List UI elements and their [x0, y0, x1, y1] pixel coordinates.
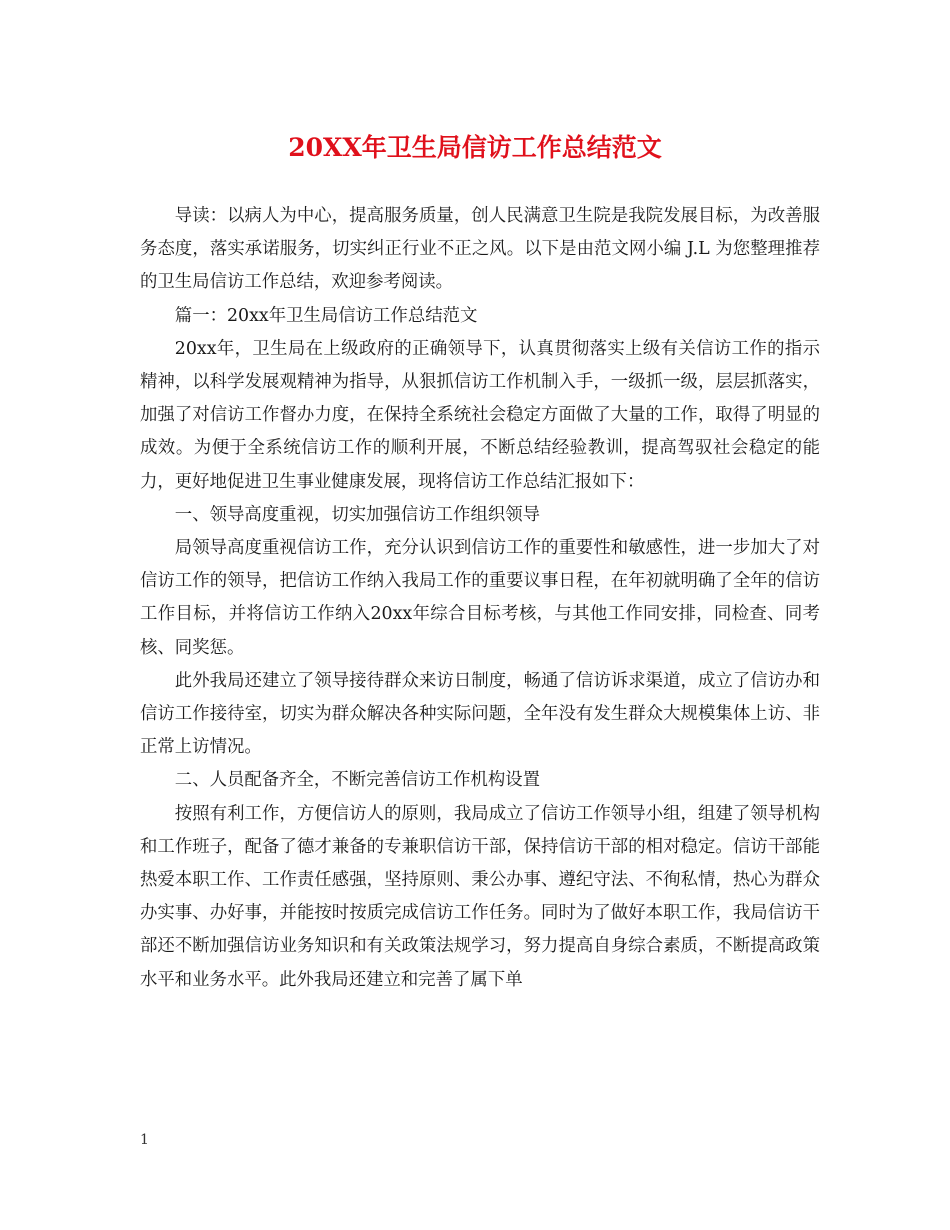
section-heading-2: 二、人员配备齐全，不断完善信访工作机构设置 — [174, 770, 541, 791]
paragraph-part-heading: 篇一：20xx年卫生局信访工作总结范文 — [174, 305, 478, 326]
document-body — [140, 200, 820, 997]
section-heading-1: 一、领导高度重视，切实加强信访工作组织领导 — [174, 504, 541, 525]
paragraph-overview: 20xx年，卫生局在上级政府的正确领导下，认真贯彻落实上级有关信访工作的指示精神，以科学发展观精神为指导，从狠抓信访工作机制入手，一级抓一级，层层抓落实，加强了对信访工作督办力度，在保持全系统社会稳定方面做了大量的工作，取得了明显的成效。为便于全系统信访工作的顺利开展，不断总结经验教训，提高驾驭社会稳定的能力，更好地促进卫生事业健康发展，现将信访工作总结汇报如下： — [140, 338, 820, 492]
paragraph-reception: 此外我局还建立了领导接待群众来访日制度，畅通了信访诉求渠道，成立了信访办和信访工作接待室，切实为群众解决各种实际问题，全年没有发生群众大规模集体上访、非正常上访情况。 — [140, 670, 820, 758]
document-title: 20XX年卫生局信访工作总结范文 — [288, 133, 662, 162]
paragraph-staffing: 按照有利工作，方便信访人的原则，我局成立了信访工作领导小组，组建了领导机构和工作班子，配备了德才兼备的专兼职信访干部，保持信访干部的相对稳定。信访干部能热爱本职工作、工作责任感强，坚持原则、秉公办事、遵纪守法、不徇私情，热心为群众办实事、办好事，并能按时按质完成信访工作任务。同时为了做好本职工作，我局信访干部还不断加强信访业务知识和有关政策法规学习，努力提高自身综合素质，不断提高政策水平和业务水平。此外我局还建立和完善了属下单 — [140, 803, 820, 990]
paragraph-intro: 导读：以病人为中心，提高服务质量，创人民满意卫生院是我院发展目标，为改善服务态度，落实承诺服务，切实纠正行业不正之风。以下是由范文网小编 J.L 为您整理推荐的卫生局信访工作总结，欢迎参考阅读。 — [140, 206, 820, 293]
page-number: 1 — [140, 1132, 149, 1148]
paragraph-leadership: 局领导高度重视信访工作，充分认识到信访工作的重要性和敏感性，进一步加大了对信访工作的领导，把信访工作纳入我局工作的重要议事日程，在年初就明确了全年的信访工作目标，并将信访工作纳入20xx年综合目标考核，与其他工作同安排，同检查、同考核、同奖惩。 — [140, 538, 820, 658]
